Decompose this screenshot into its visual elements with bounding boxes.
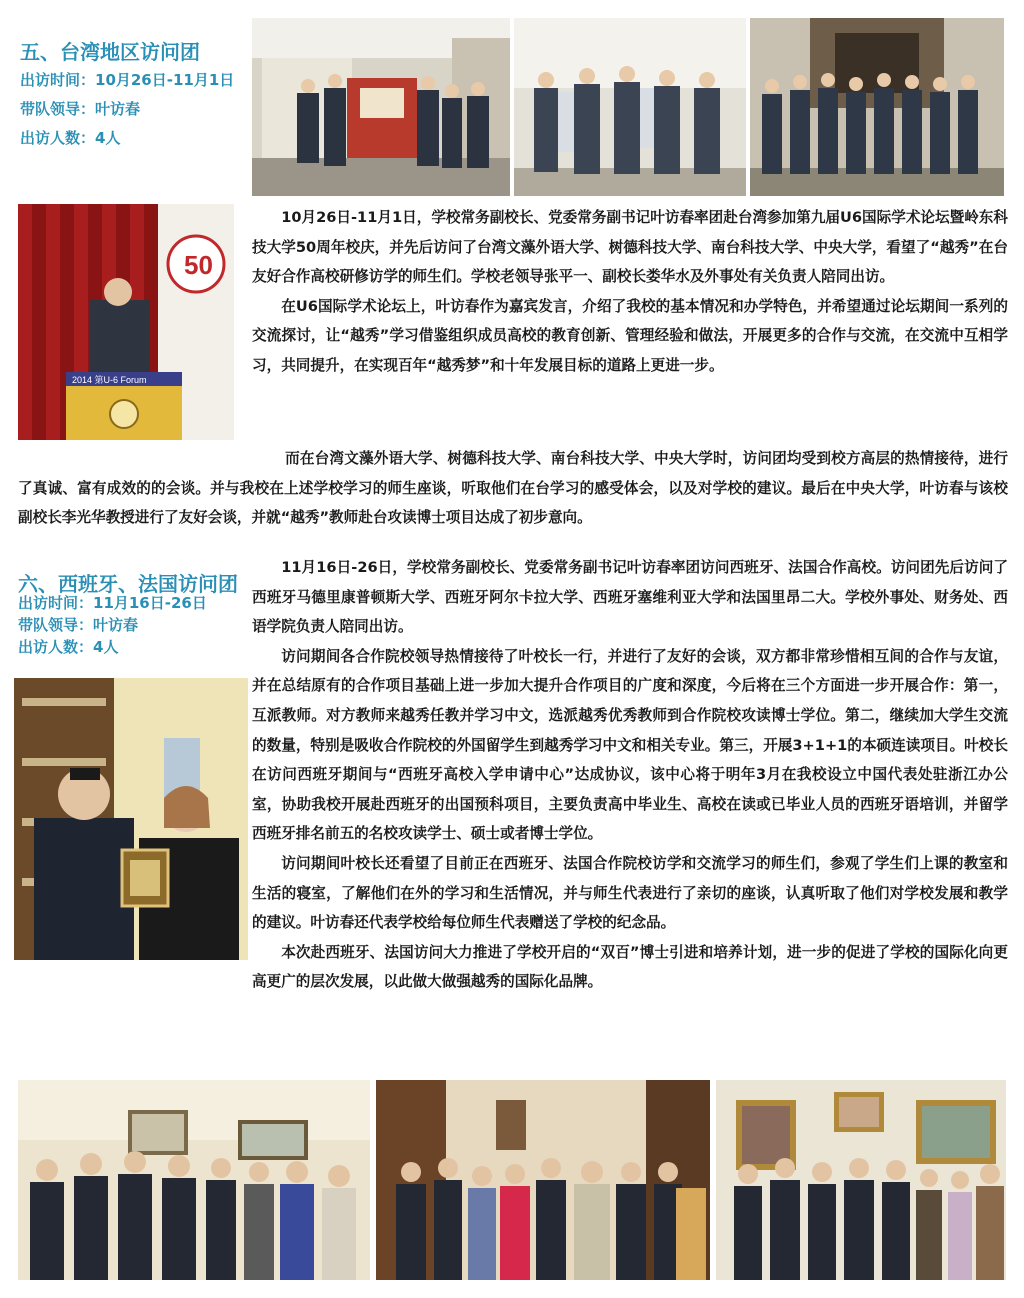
photo-spain-group-2 [376,1080,710,1280]
section6-leader: 带队领导：叶访春 [18,616,139,634]
section5-paragraph-2: 在U6国际学术论坛上，叶访春作为嘉宾发言，介绍了我校的基本情况和办学特色，并希望通过论坛期间一系列的交流探讨，让“越秀”学习借鉴组织成员高校的教育创新、管理经验和做法，开展更多的合作与交流，在交流中互相学习，共同提升，在实现百年“越秀梦”和十年发展目标的道路上更进一步。 [252,297,1008,374]
section6-title: 六、西班牙、法国访问团 [18,572,238,596]
section5-paragraph-1: 10月26日-11月1日，学校常务副校长、党委常务副书记叶访春率团赴台湾参加第九届U6国际学术论坛暨岭东科技大学50周年校庆，并先后访问了台湾文藻外语大学、树德科技大学、南台科技大学、中央大学，看望了“越秀”在台友好合作高校研修访学的师生们。学校老领导张平一、副校长娄华水及外事处有关负责人陪同出访。 [252,209,1008,286]
section5-body-top [252,203,1008,381]
section6-time: 出访时间：11月16日-26日 [18,594,207,612]
section5-title: 五、台湾地区访问团 [20,40,200,64]
photo-plaque-presentation [14,678,248,960]
section5-time: 出访时间：10月26日-11月1日 [20,71,235,89]
photo-forum-speaker [18,204,234,440]
section6-paragraph-4: 本次赴西班牙、法国访问大力推进了学校开启的“双百”博士引进和培养计划，进一步的促进了学校的国际化向更高更广的层次发展，以此做大做强越秀的国际化品牌。 [252,943,1008,991]
section5-paragraph-3: 而在台湾文藻外语大学、树德科技大学、南台科技大学、中央大学时，访问团均受到校方高层的热情接待，进行了真诚、富有成效的的会谈。并与我校在上述学校学习的师生座谈，听取他们在台学习的感受体会，以及对学校的建议。最后在中央大学，叶访春与该校副校长李光华教授进行了友好会谈，并就“越秀”教师赴台攻读博士项目达成了初步意向。 [18,450,1008,527]
section5-leader: 带队领导：叶访春 [20,100,141,118]
podium-banner-text: 2014 第U-6 Forum [72,375,147,385]
section6-meta [18,592,207,658]
section5-meta [20,66,234,153]
section6-paragraph-3: 访问期间叶校长还看望了目前正在西班牙、法国合作院校访学和交流学习的师生们，参观了学生们上课的教室和生活的寝室，了解他们在外的学习和生活情况，并与师生代表进行了亲切的座谈，认真听取了他们对学校发展和教学的建议。叶访春还代表学校给每位师生代表赠送了学校的纪念品。 [252,854,1008,932]
section6-body [252,553,1008,997]
section5-count: 出访人数：4人 [20,129,121,147]
photo-spain-group-1 [18,1080,370,1280]
section5-body-bottom [18,444,1008,533]
photo-taiwan-group-3 [750,18,1004,196]
anniversary-logo-text: 50 [184,250,213,280]
photo-taiwan-group-2 [514,18,746,196]
section6-paragraph-1: 11月16日-26日，学校常务副校长、党委常务副书记叶访春率团访问西班牙、法国合作高校。访问团先后访问了西班牙马德里康普顿斯大学、西班牙阿尔卡拉大学、西班牙塞维利亚大学和法国里昂二大。学校外事处、财务处、西语学院负责人陪同出访。 [252,559,1008,636]
section6-paragraph-2: 访问期间各合作院校领导热情接待了叶校长一行，并进行了友好的会谈，双方都非常珍惜相互间的合作与友谊，并在总结原有的合作项目基础上进一步加大提升合作项目的广度和深度，今后将在三个方面进一步开展合作：第一，互派教师。对方教师来越秀任教并学习中文，选派越秀优秀教师到合作院校攻读博士学位。第二，继续加大学生交流的数量，特别是吸收合作院校的外国留学生到越秀学习中文和相关专业。第三，开展3+1+1的本硕连读项目。叶校长在访问西班牙期间与“西班牙高校入学申请中心”达成协议，该中心将于明年3月在我校设立中国代表处驻浙江办公室，协助我校开展赴西班牙的出国预科项目，主要负责高中毕业生、高校在读或已毕业人员的西班牙语培训，并留学西班牙排名前五的名校攻读学士、硕士或者博士学位。 [252,647,1008,843]
section6-count: 出访人数：4人 [18,638,119,656]
photo-taiwan-campus-group [252,18,510,196]
photo-france-group [716,1080,1006,1280]
